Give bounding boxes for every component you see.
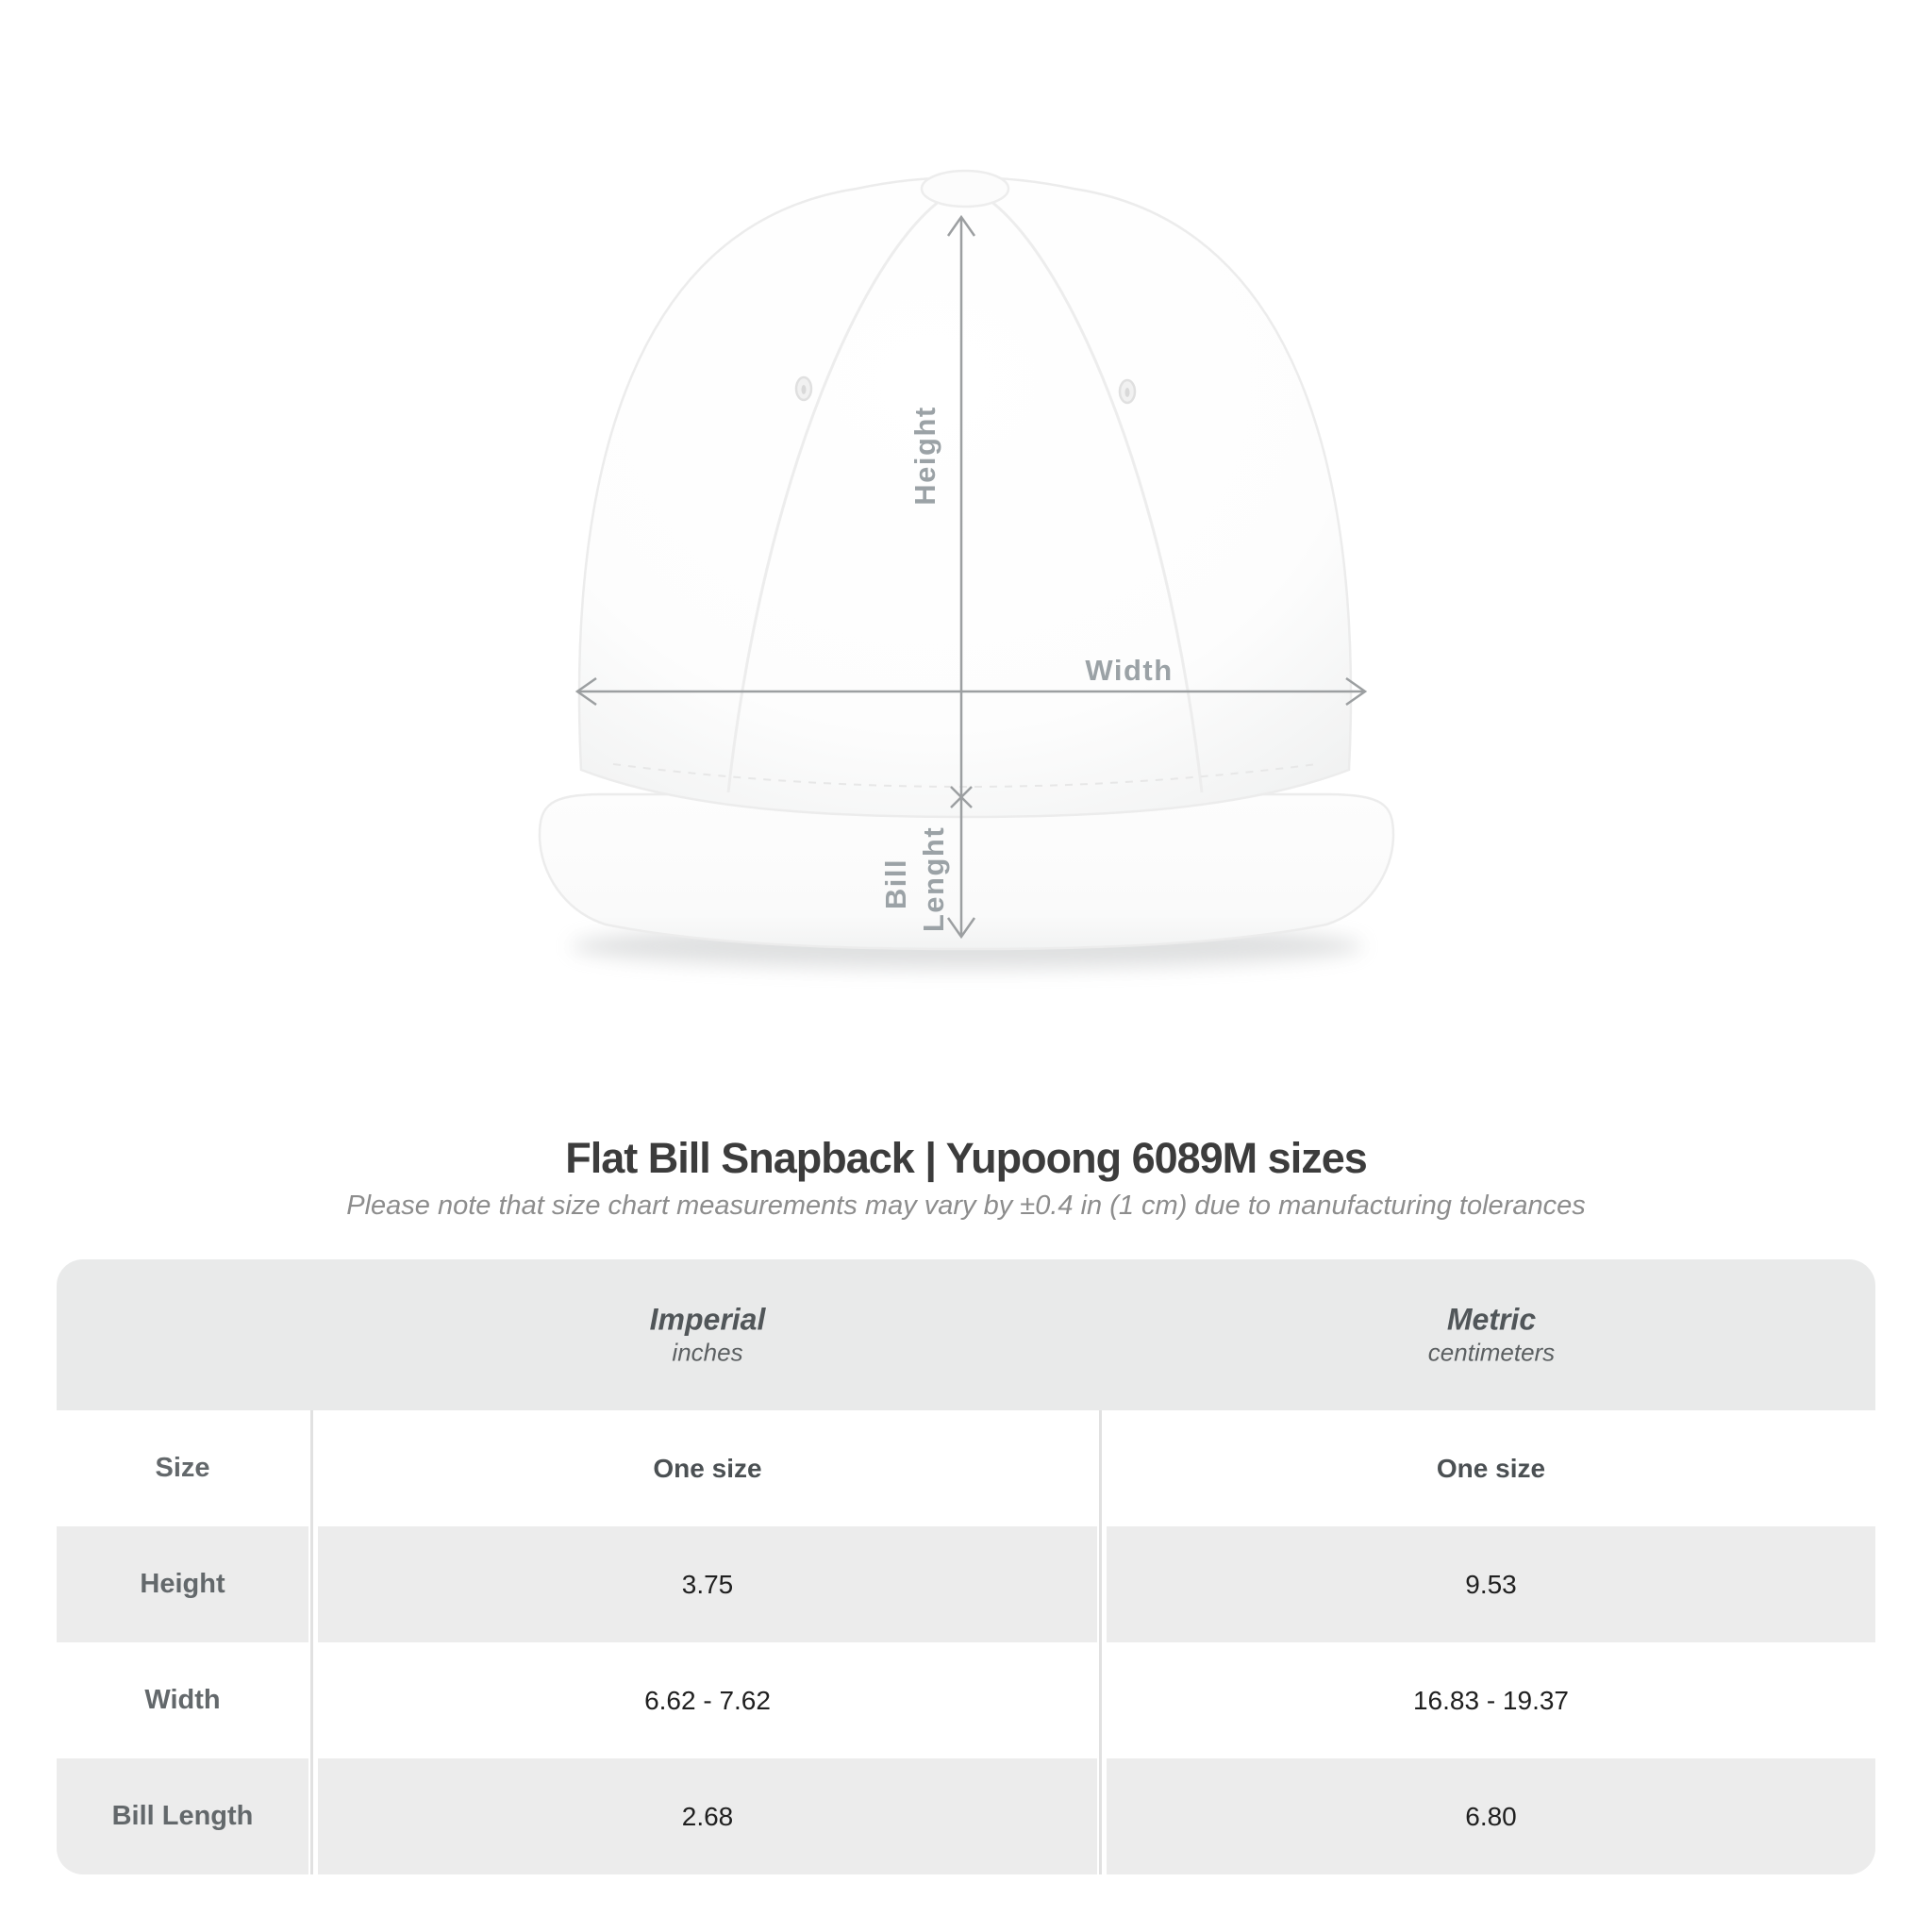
hat-eyelet-left: [796, 377, 811, 400]
column-header-metric-name: Metric: [1446, 1302, 1537, 1337]
cell-metric: 6.80: [1107, 1758, 1875, 1874]
tolerance-note: Please note that size chart measurements may vary by ±0.4 in (1 cm) due to manufacturing tolerances: [346, 1191, 1586, 1221]
table-row-height: [57, 1526, 1875, 1642]
column-header-imperial-name: Imperial: [649, 1302, 766, 1337]
width-dimension-label: Width: [1085, 654, 1174, 687]
hat-top-button: [922, 171, 1008, 207]
column-header-imperial-unit: inches: [672, 1338, 743, 1367]
size-table: [57, 1259, 1875, 1874]
cell-imperial: 2.68: [318, 1758, 1097, 1874]
row-label: Size: [155, 1453, 210, 1483]
table-row-size: [57, 1410, 1875, 1526]
table-header-band: [57, 1259, 1875, 1410]
cell-metric: 16.83 - 19.37: [1412, 1685, 1570, 1715]
row-label: Width: [144, 1685, 221, 1715]
cell-metric: One size: [1436, 1453, 1546, 1483]
hat-crown: [579, 177, 1351, 817]
row-label: Bill Length: [57, 1758, 308, 1874]
cell-imperial: 3.75: [318, 1526, 1097, 1642]
height-dimension-label: Height: [908, 406, 941, 506]
column-header-metric-unit: centimeters: [1427, 1338, 1556, 1367]
cell-imperial: One size: [653, 1453, 762, 1483]
hat-eyelet-right: [1120, 380, 1135, 403]
cell-imperial: 6.62 - 7.62: [644, 1685, 771, 1715]
table-row-width: [57, 1642, 1875, 1758]
column-header-imperial: [650, 1302, 766, 1367]
table-row-bill-length: [57, 1758, 1875, 1874]
page-title: Flat Bill Snapback | Yupoong 6089M sizes: [565, 1134, 1367, 1182]
column-header-metric: [1428, 1302, 1555, 1367]
cell-metric: 9.53: [1107, 1526, 1875, 1642]
bill-length-dimension-label: Bill Lenght: [879, 825, 950, 933]
hat-diagram: [472, 104, 1462, 1028]
row-label: Height: [57, 1526, 308, 1642]
